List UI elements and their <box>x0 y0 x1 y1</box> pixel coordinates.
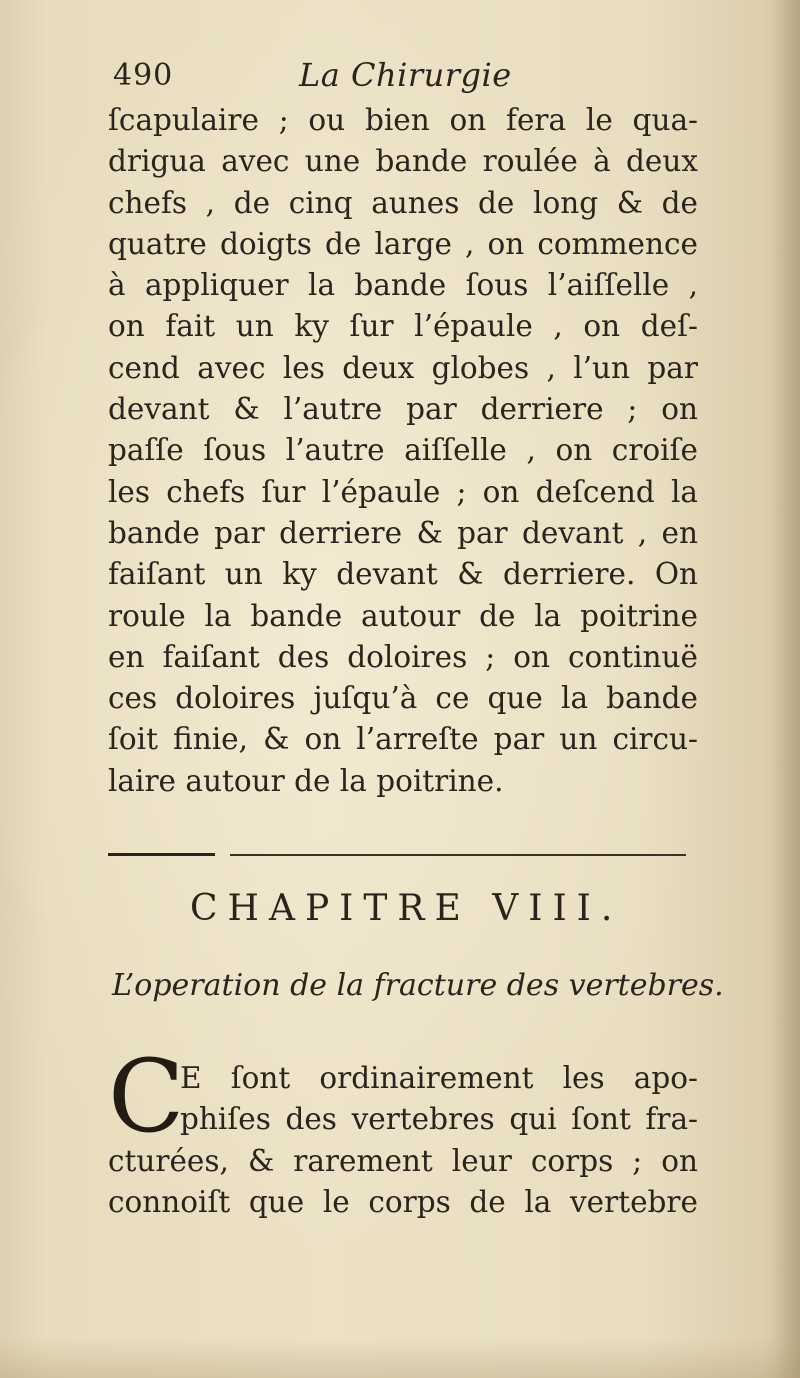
text-line: chefs , de cinq aunes de long & de <box>108 185 698 220</box>
chapter-heading: CHAPITRE VIII. <box>190 888 623 929</box>
paragraph-vertebrae <box>108 1058 698 1223</box>
paragraph-bandage <box>108 100 698 802</box>
text-line: phiſes des vertebres qui ſont fra- <box>180 1102 698 1137</box>
text-line: laire autour de la poitrine. <box>108 763 504 798</box>
text-line: E ſont ordinairement les apo- <box>180 1061 698 1095</box>
text-line: à appliquer la bande ſous l’aiſſelle , <box>108 268 698 303</box>
text-line: en faiſant des doloires ; on continuë <box>108 639 698 674</box>
page-header <box>113 52 553 102</box>
text-line: faiſant un ky devant & derriere. On <box>108 557 698 592</box>
running-title: La Chirurgie <box>299 56 512 94</box>
text-line: ces doloires juſqu’à ce que la bande <box>108 681 698 716</box>
text-line: roule la bande autour de la poitrine <box>108 598 698 633</box>
text-line: drigua avec une bande roulée à deux <box>108 144 698 179</box>
divider-thin-segment <box>230 854 686 856</box>
chapter-title: L’operation de la fracture des vertebres. <box>112 968 724 1003</box>
section-divider <box>108 853 686 857</box>
text-line: on fait un ky ſur l’épaule , on deſ- <box>108 309 698 344</box>
text-line: les chefs ſur l’épaule ; on deſcend la <box>108 474 698 509</box>
text-line: cturées, & rarement leur corps ; on <box>108 1143 698 1178</box>
page-edge-shadow <box>772 0 800 1378</box>
text-line: bande par derriere & par devant , en <box>108 515 698 550</box>
page-number: 490 <box>113 58 174 93</box>
text-line: quatre doigts de large , on commence <box>108 226 698 261</box>
text-line: ſcapulaire ; ou bien on fera le qua- <box>108 103 698 137</box>
text-line: connoiſt que le corps de la vertebre <box>108 1184 698 1219</box>
drop-cap: C <box>108 1038 185 1155</box>
text-line: cend avec les deux globes , l’un par <box>108 350 698 385</box>
divider-thick-segment <box>108 853 215 856</box>
text-line: ſoit finie, & on l’arreſte par un circu- <box>108 722 698 757</box>
page-bottom-shadow <box>0 1338 800 1378</box>
text-line: devant & l’autre par derriere ; on <box>108 392 698 427</box>
text-line: paſſe ſous l’autre aiſſelle , on croiſe <box>108 433 698 468</box>
